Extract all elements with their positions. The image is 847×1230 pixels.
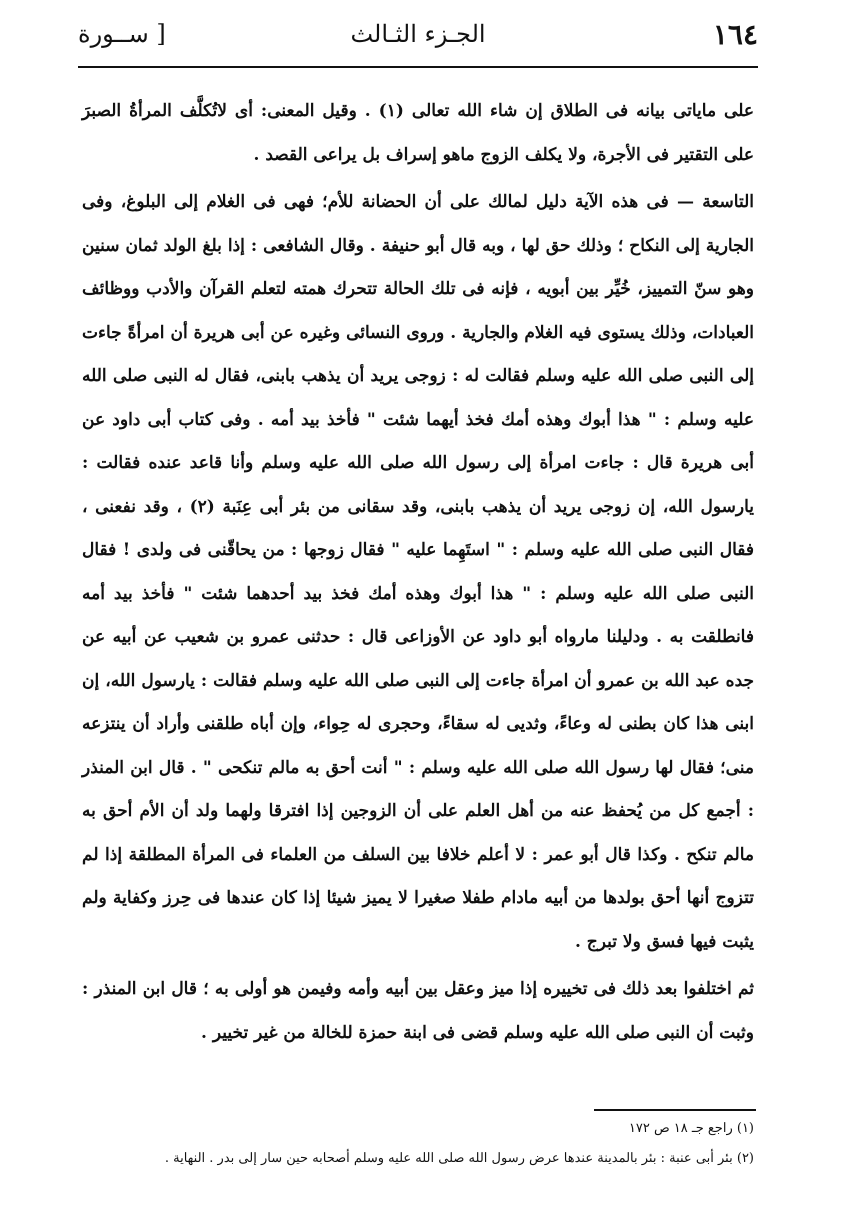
footnote-2: (٢) بئر أبى عنبة : بئر بالمدينة عندها عرض رسول الله صلى الله عليه وسلم أصحابه حين سار إلى بدر . النهاية . [164,1151,754,1166]
part-title: الجـزء الثـالث [350,20,486,48]
header-divider [78,66,758,68]
paragraph-closing: ثم اختلفوا بعد ذلك فى تخييره إذا ميز وعقل بين أبيه وأمه وفيمن هو أولى به ؛ قال ابن المنذر : وثبت أن النبى صلى الله عليه وسلم قضى فى ابنة حمزة للخالة من غير تخيير . [82,979,754,1043]
footnote-divider [594,1109,756,1111]
paragraph-intro: على ماياتى بيانه فى الطلاق إن شاء الله تعالى (١) . وقيل المعنى: أى لاتُكلَّف المرأةُ الصبرَ على التقتير فى الأجرة، ولا يكلف الزوج ماهو إسراف بل يراعى القصد . [82,101,754,165]
surah-running-head: [ ســورة [78,20,166,48]
main-text [82,90,754,1055]
footnote-1: (١) راجع جـ ١٨ ص ١٧٢ [628,1121,754,1136]
paragraph-ninth: التاسعة — فى هذه الآية دليل لمالك على أن الحضانة للأم؛ فهى فى الغلام إلى البلوغ، وفى الجارية إلى النكاح ؛ وذلك حق لها ، وبه قال أبو حنيفة . وقال الشافعى : إذا بلغ الولد ثمان سنين وهو سنّ التمييز، خُيِّر بين أبويه ، فإنه فى تلك الحالة تتحرك همته لتعلم القرآن والأدب ووظائف العبادات، وذلك يستوى فيه الغلام والجارية . وروى النسائى وغيره عن أبى هريرة أن امرأةً جاءت إلى النبى صلى الله عليه وسلم فقالت له : زوجى يريد أن يذهب بابنى، فقال له النبى صلى الله عليه وسلم : " هذا أبوك وهذه أمك فخذ أيهما شئت " فأخذ بيد أمه . وفى كتاب أبى داود عن أبى هريرة قال : جاءت امرأة إلى رسول الله صلى الله عليه وسلم وأنا قاعد عنده فقالت : يارسول الله، إن زوجى يريد أن يذهب بابنى، وقد سقانى من بئر أبى عِنَبة (٢) ، وقد نفعنى ، فقال النبى صلى الله عليه وسلم : " استَهِما عليه " فقال زوجها : من يحاقّنى فى ولدى ! فقال النبى صلى الله عليه وسلم : " هذا أبوك وهذه أمك فخذ بيد أحدهما شئت " فأخذ بيد أمه فانطلقت به . ودليلنا مارواه أبو داود عن الأوزاعى قال : حدثنى عمرو بن شعيب عن أبيه عن جده عبد الله بن عمرو أن امرأة جاءت إلى النبى صلى الله عليه وسلم فقالت : يارسول الله، إن ابنى هذا كان بطنى له وعاءً، وثديى له سقاءً، وحجرى له حِواء، وإن أباه طلقنى وأراد أن ينتزعه منى؛ فقال لها رسول الله صلى الله عليه وسلم : " أنت أحق به مالم تنكحى " . قال ابن المنذر : أجمع كل من يُحفظ عنه من أهل العلم على أن الزوجين إذا افترقا ولهما ولد أن الأم أحق به مالم تنكح . وكذا قال أبو عمر : لا أعلم خلافا بين السلف من العلماء فى المرأة المطلقة إذا لم تتزوج أنها أحق بولدها من أبيه مادام طفلا صغيرا لا يميز شيئا إذا كان عندها فى حِرز وكفاية ولم يثبت فيها فسق ولا تبرج . [82,192,755,952]
page-number: ١٦٤ [712,18,758,51]
page-header [78,14,758,62]
footnotes [82,1114,754,1174]
